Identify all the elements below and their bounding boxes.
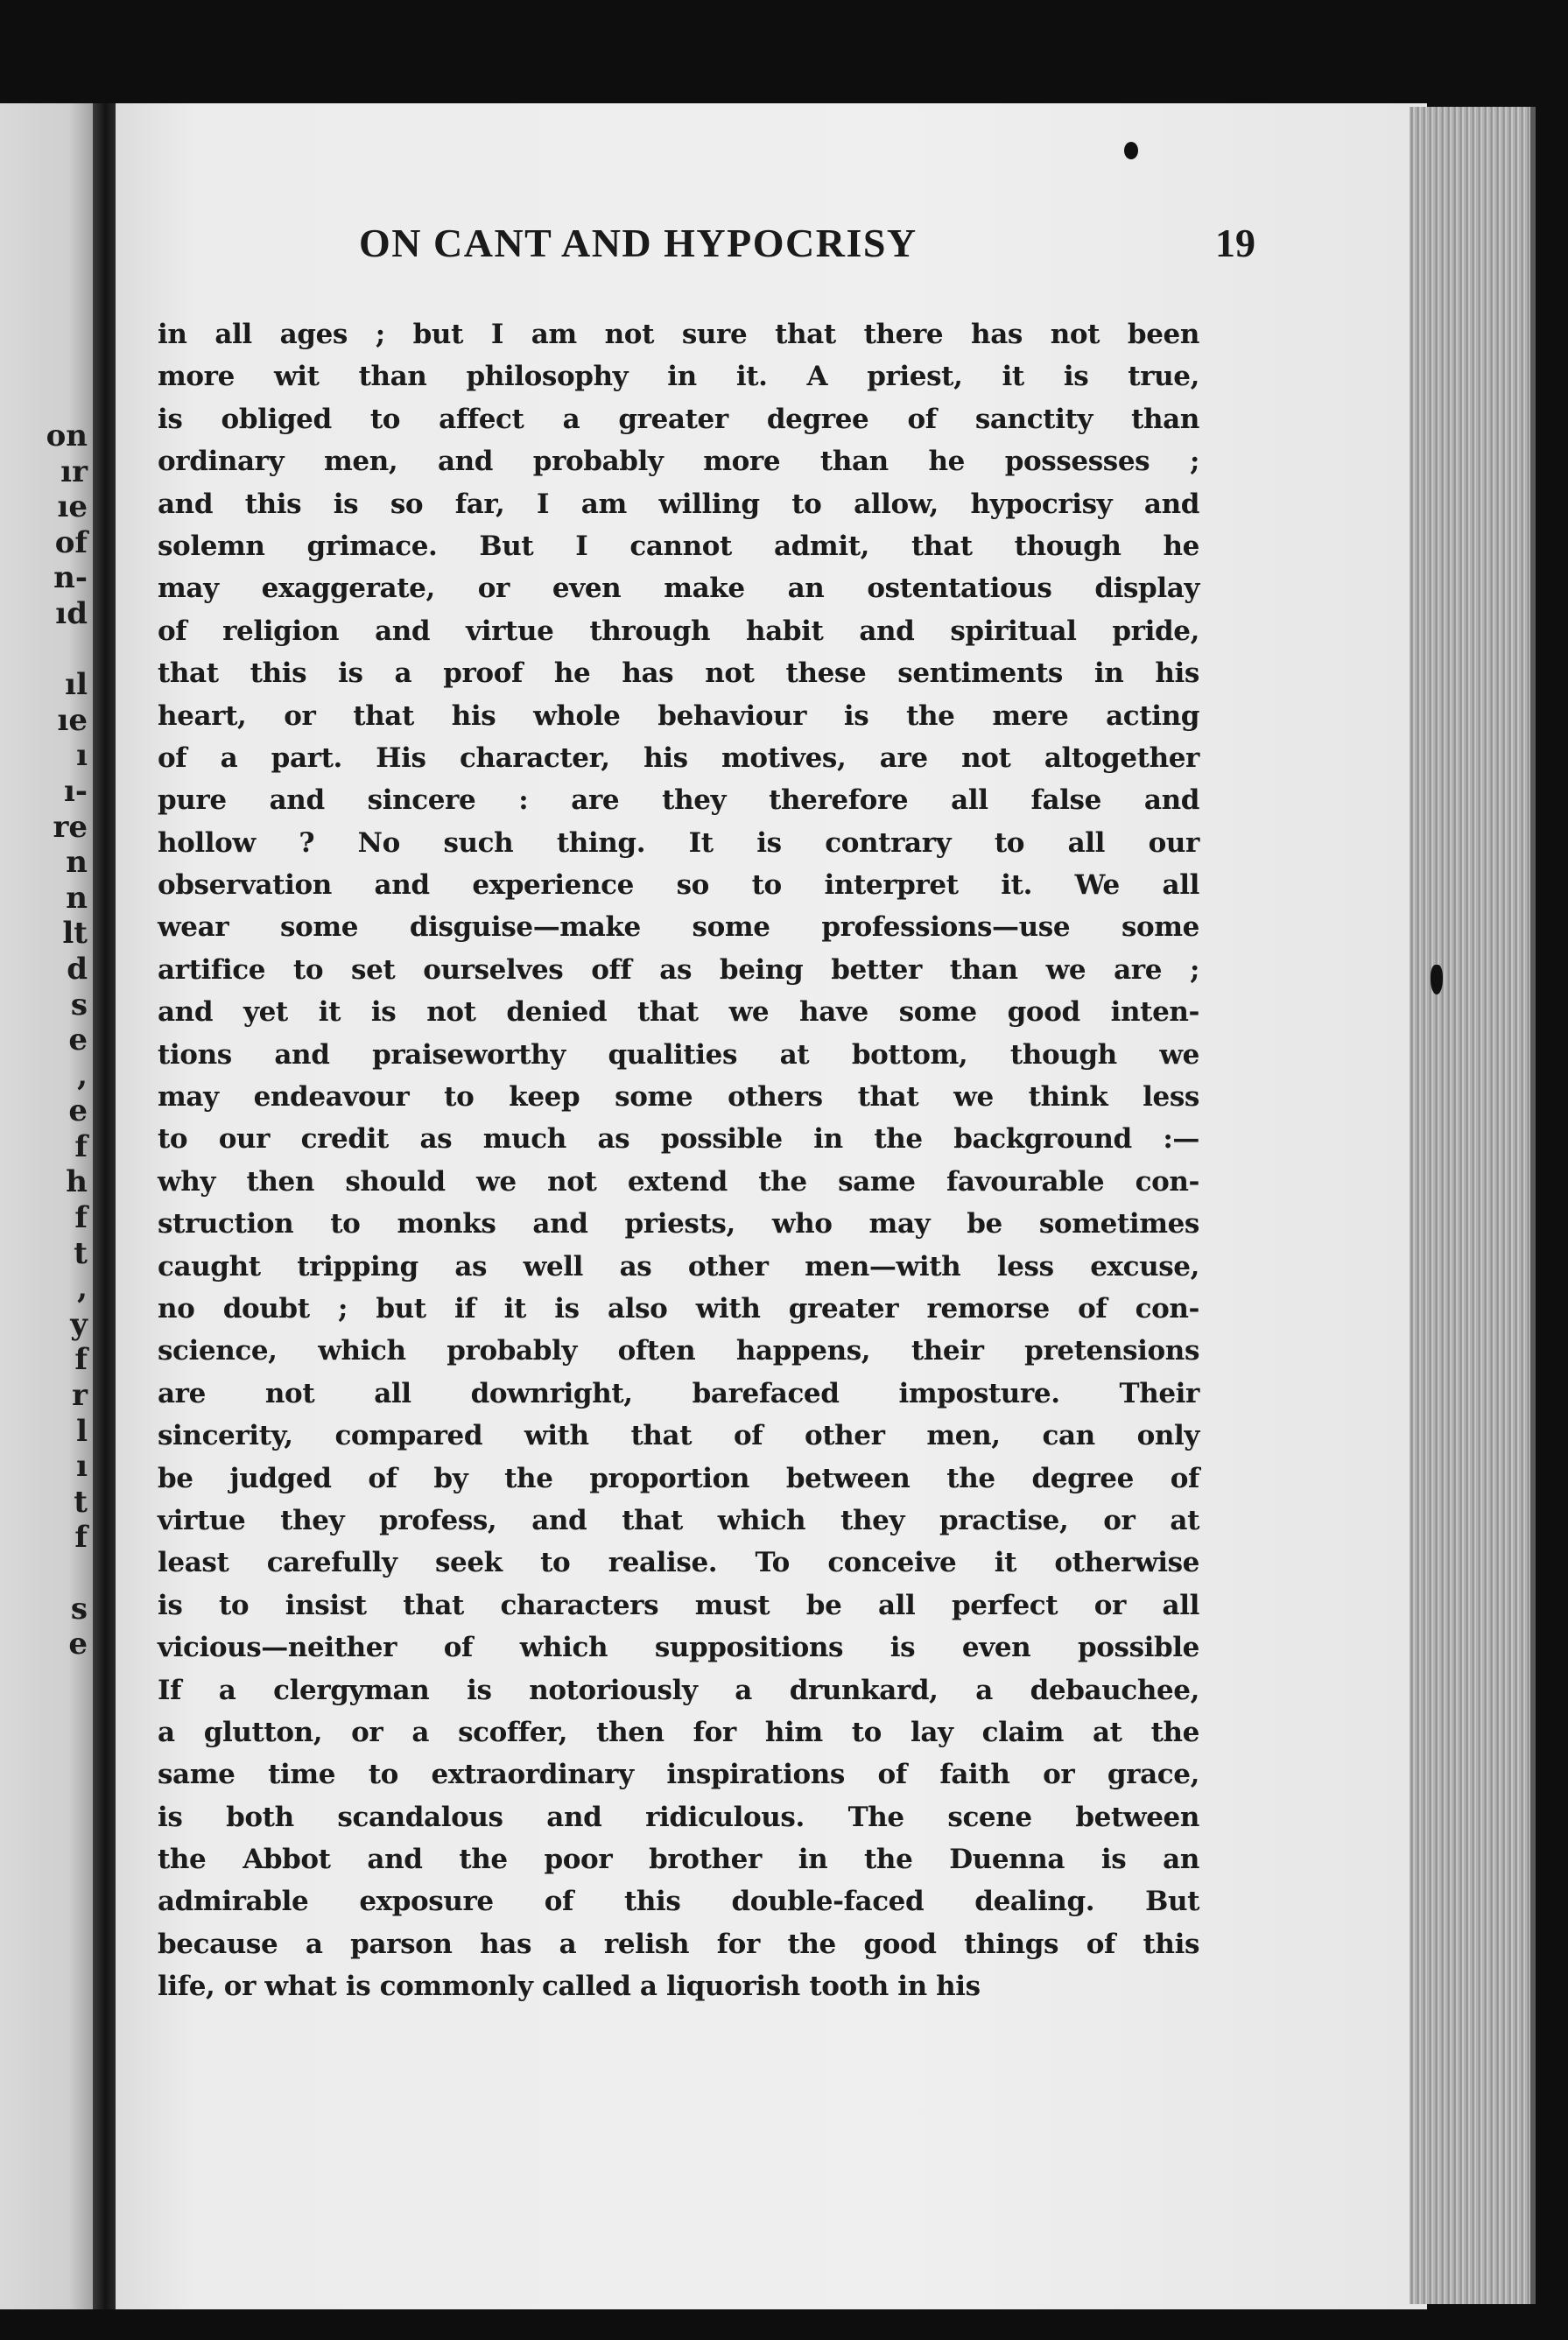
ink-dot-mark xyxy=(1124,142,1138,159)
text-line: is obliged to affect a greater degree of sanctity than xyxy=(158,403,1199,435)
previous-page-fragment: t xyxy=(74,1484,88,1520)
previous-page-fragment: e xyxy=(68,1093,88,1129)
previous-page-fragment: ıe xyxy=(57,702,88,738)
previous-page-fragment: r xyxy=(72,1378,88,1414)
text-line: may exaggerate, or even make an ostentatious display xyxy=(158,573,1199,605)
text-line: to our credit as much as possible in the background :— xyxy=(158,1123,1199,1156)
body-text xyxy=(158,313,1199,2008)
text-line: of religion and virtue through habit and spiritual pride, xyxy=(158,615,1199,647)
previous-page-fragment: ıl xyxy=(65,667,88,703)
text-line: and yet it is not denied that we have some good inten- xyxy=(158,996,1199,1029)
previous-page-fragment xyxy=(0,632,88,668)
text-line: struction to monks and priests, who may be sometimes xyxy=(158,1208,1199,1240)
previous-page-fragment: ıe xyxy=(57,489,88,525)
previous-page-fragment: y xyxy=(70,1306,88,1342)
previous-page-fragment: d xyxy=(67,951,88,987)
text-line: life, or what is commonly called a liquorish tooth in his xyxy=(158,1971,981,2003)
previous-page-fragment: l xyxy=(76,1413,88,1449)
previous-page-edge xyxy=(0,103,98,2309)
text-line: vicious—neither of which suppositions is even possible xyxy=(158,1632,1199,1664)
text-line: heart, or that his whole behaviour is the mere acting xyxy=(158,699,1199,732)
previous-page-fragment: e xyxy=(68,1627,88,1662)
previous-page-fragment: ıd xyxy=(55,595,88,631)
text-line: that this is a proof he has not these sentiments in his xyxy=(158,657,1199,690)
text-line: why then should we not extend the same favourable con- xyxy=(158,1165,1199,1198)
text-line: pure and sincere : are they therefore all false and xyxy=(158,784,1199,817)
previous-page-fragment: s xyxy=(70,987,88,1022)
previous-page-fragment: lt xyxy=(62,916,88,952)
text-line: virtue they profess, and that which they practise, or at xyxy=(158,1504,1199,1536)
text-line: be judged of by the proportion between the degree of xyxy=(158,1462,1199,1494)
previous-page-fragment: n xyxy=(66,845,88,881)
previous-page-fragment: f xyxy=(74,1200,88,1236)
text-line: artifice to set ourselves off as being better than we are ; xyxy=(158,953,1199,986)
previous-page-text-fragments xyxy=(0,418,88,1662)
previous-page-fragment: re xyxy=(53,809,88,845)
text-line: caught tripping as well as other men—with less excuse, xyxy=(158,1250,1199,1282)
text-line: ordinary men, and probably more than he possesses ; xyxy=(158,446,1199,478)
text-line: because a parson has a relish for the good things of this xyxy=(158,1928,1199,1960)
previous-page-fragment: , xyxy=(77,1271,88,1307)
book-gutter xyxy=(93,103,117,2309)
text-line: If a clergyman is notoriously a drunkard, a debauchee, xyxy=(158,1674,1199,1706)
previous-page-fragment: t xyxy=(74,1235,88,1271)
running-head xyxy=(158,217,1261,270)
previous-page-fragment: s xyxy=(70,1591,88,1627)
text-line: least carefully seek to realise. To conceive it otherwise xyxy=(158,1547,1199,1579)
previous-page-fragment: ı xyxy=(76,1449,88,1485)
previous-page-fragment: h xyxy=(66,1164,88,1200)
previous-page-fragment: f xyxy=(74,1128,88,1164)
text-line: solemn grimace. But I cannot admit, that though he xyxy=(158,530,1199,562)
previous-page-fragment: on xyxy=(46,418,88,453)
text-line: a glutton, or a scoffer, then for him to lay claim at the xyxy=(158,1716,1199,1748)
text-line: is to insist that characters must be all perfect or all xyxy=(158,1589,1199,1621)
text-line: same time to extraordinary inspirations of faith or grace, xyxy=(158,1759,1199,1791)
text-line: and this is so far, I am willing to allow, hypocrisy and xyxy=(158,488,1199,520)
text-line: no doubt ; but if it is also with greater remorse of con- xyxy=(158,1292,1199,1325)
text-line: is both scandalous and ridiculous. The scene between xyxy=(158,1801,1199,1833)
text-line: sincerity, compared with that of other men, can only xyxy=(158,1420,1199,1452)
previous-page-fragment: n xyxy=(66,880,88,916)
text-line: tions and praiseworthy qualities at bottom, though we xyxy=(158,1038,1199,1071)
text-line: science, which probably often happens, their pretensions xyxy=(158,1335,1199,1367)
previous-page-fragment xyxy=(0,1556,88,1592)
text-line: hollow ? No such thing. It is contrary to all our xyxy=(158,826,1199,859)
text-line: the Abbot and the poor brother in the Duenna is an xyxy=(158,1844,1199,1876)
previous-page-fragment: of xyxy=(54,524,88,560)
previous-page-fragment: f xyxy=(74,1520,88,1556)
page-edges xyxy=(1410,107,1536,2304)
ink-blot-mark xyxy=(1431,965,1443,994)
text-line: of a part. His character, his motives, are not altogether xyxy=(158,741,1199,774)
text-line: wear some disguise—make some professions—use some xyxy=(158,911,1199,944)
previous-page-fragment: ır xyxy=(60,453,88,489)
text-line: may endeavour to keep some others that we think less xyxy=(158,1081,1199,1114)
previous-page-fragment: , xyxy=(77,1058,88,1093)
text-line: more wit than philosophy in it. A priest, it is true, xyxy=(158,361,1199,393)
text-line: admirable exposure of this double-faced dealing. But xyxy=(158,1886,1199,1918)
text-line: are not all downright, barefaced imposture. Their xyxy=(158,1377,1199,1409)
page-number: 19 xyxy=(1215,221,1255,265)
text-line: observation and experience so to interpret it. We all xyxy=(158,869,1199,902)
previous-page-fragment: ı xyxy=(76,738,88,774)
previous-page-fragment: n- xyxy=(53,560,88,596)
previous-page-fragment: f xyxy=(74,1342,88,1378)
running-title: ON CANT AND HYPOCRISY xyxy=(359,221,918,265)
previous-page-fragment: ı- xyxy=(63,773,88,809)
previous-page-fragment: e xyxy=(68,1022,88,1058)
text-line: in all ages ; but I am not sure that there has not been xyxy=(158,319,1199,350)
